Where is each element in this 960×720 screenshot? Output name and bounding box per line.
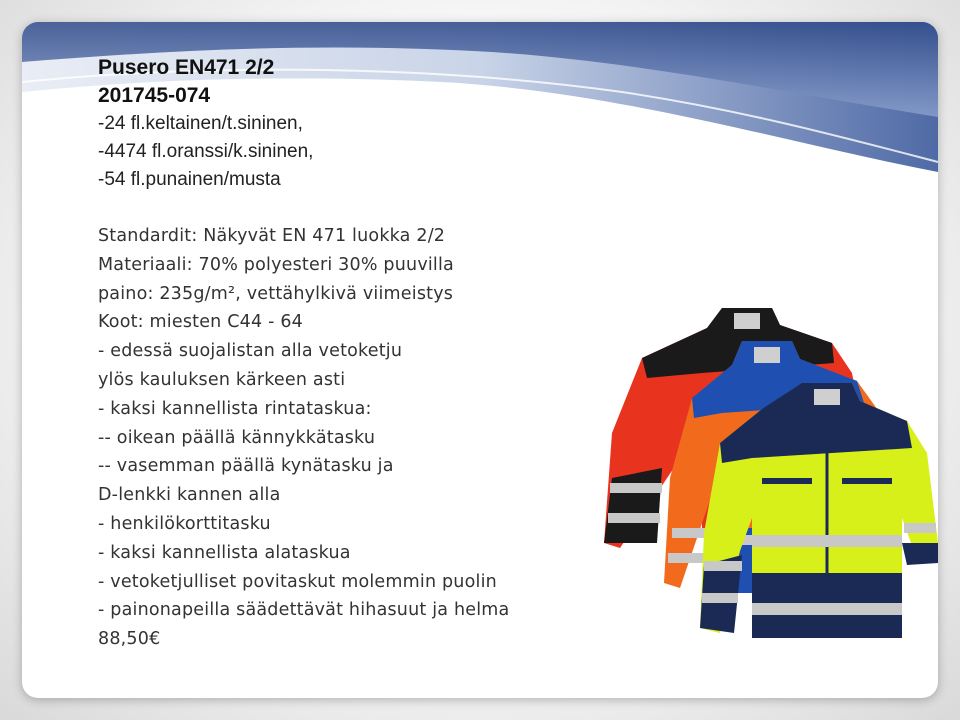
variant-line: -4474 fl.oranssi/k.sininen, — [98, 141, 314, 162]
spec-line: Materiaali: 70% polyesteri 30% puuvilla — [98, 254, 454, 275]
spec-line: - vetoketjulliset povitaskut molemmin puolin — [98, 571, 497, 592]
spec-line: Standardit: Näkyvät EN 471 luokka 2/2 — [98, 226, 446, 246]
variant-line: -24 fl.keltainen/t.sininen, — [98, 113, 303, 134]
hi-vis-jackets-illustration — [602, 303, 938, 643]
product-code: 201745-074 — [98, 84, 211, 107]
spec-line: -- vasemman päällä kynätasku ja — [98, 456, 394, 477]
spec-line: Koot: miesten C44 - 64 — [98, 312, 304, 333]
spec-line: - henkilökorttitasku — [98, 513, 271, 534]
spec-line: - kaksi kannellista alataskua — [98, 542, 351, 563]
spec-line: D-lenkki kannen alla — [98, 485, 281, 506]
product-description — [98, 54, 618, 654]
spec-line: -- oikean päällä kännykkätasku — [98, 427, 376, 448]
product-title: Pusero EN471 2/2 — [98, 56, 275, 79]
spec-line: - painonapeilla säädettävät hihasuut ja helma — [98, 600, 510, 621]
spec-line: paino: 235g/m², vettähylkivä viimeistys — [98, 283, 454, 304]
price: 88,50€ — [98, 629, 161, 650]
slide-card — [22, 22, 938, 698]
spec-line: - edessä suojalistan alla vetoketju — [98, 341, 403, 362]
spec-line: ylös kauluksen kärkeen asti — [98, 369, 346, 390]
spacer — [98, 194, 618, 222]
spec-line: - kaksi kannellista rintataskua: — [98, 398, 372, 419]
variant-line: -54 fl.punainen/musta — [98, 169, 281, 190]
